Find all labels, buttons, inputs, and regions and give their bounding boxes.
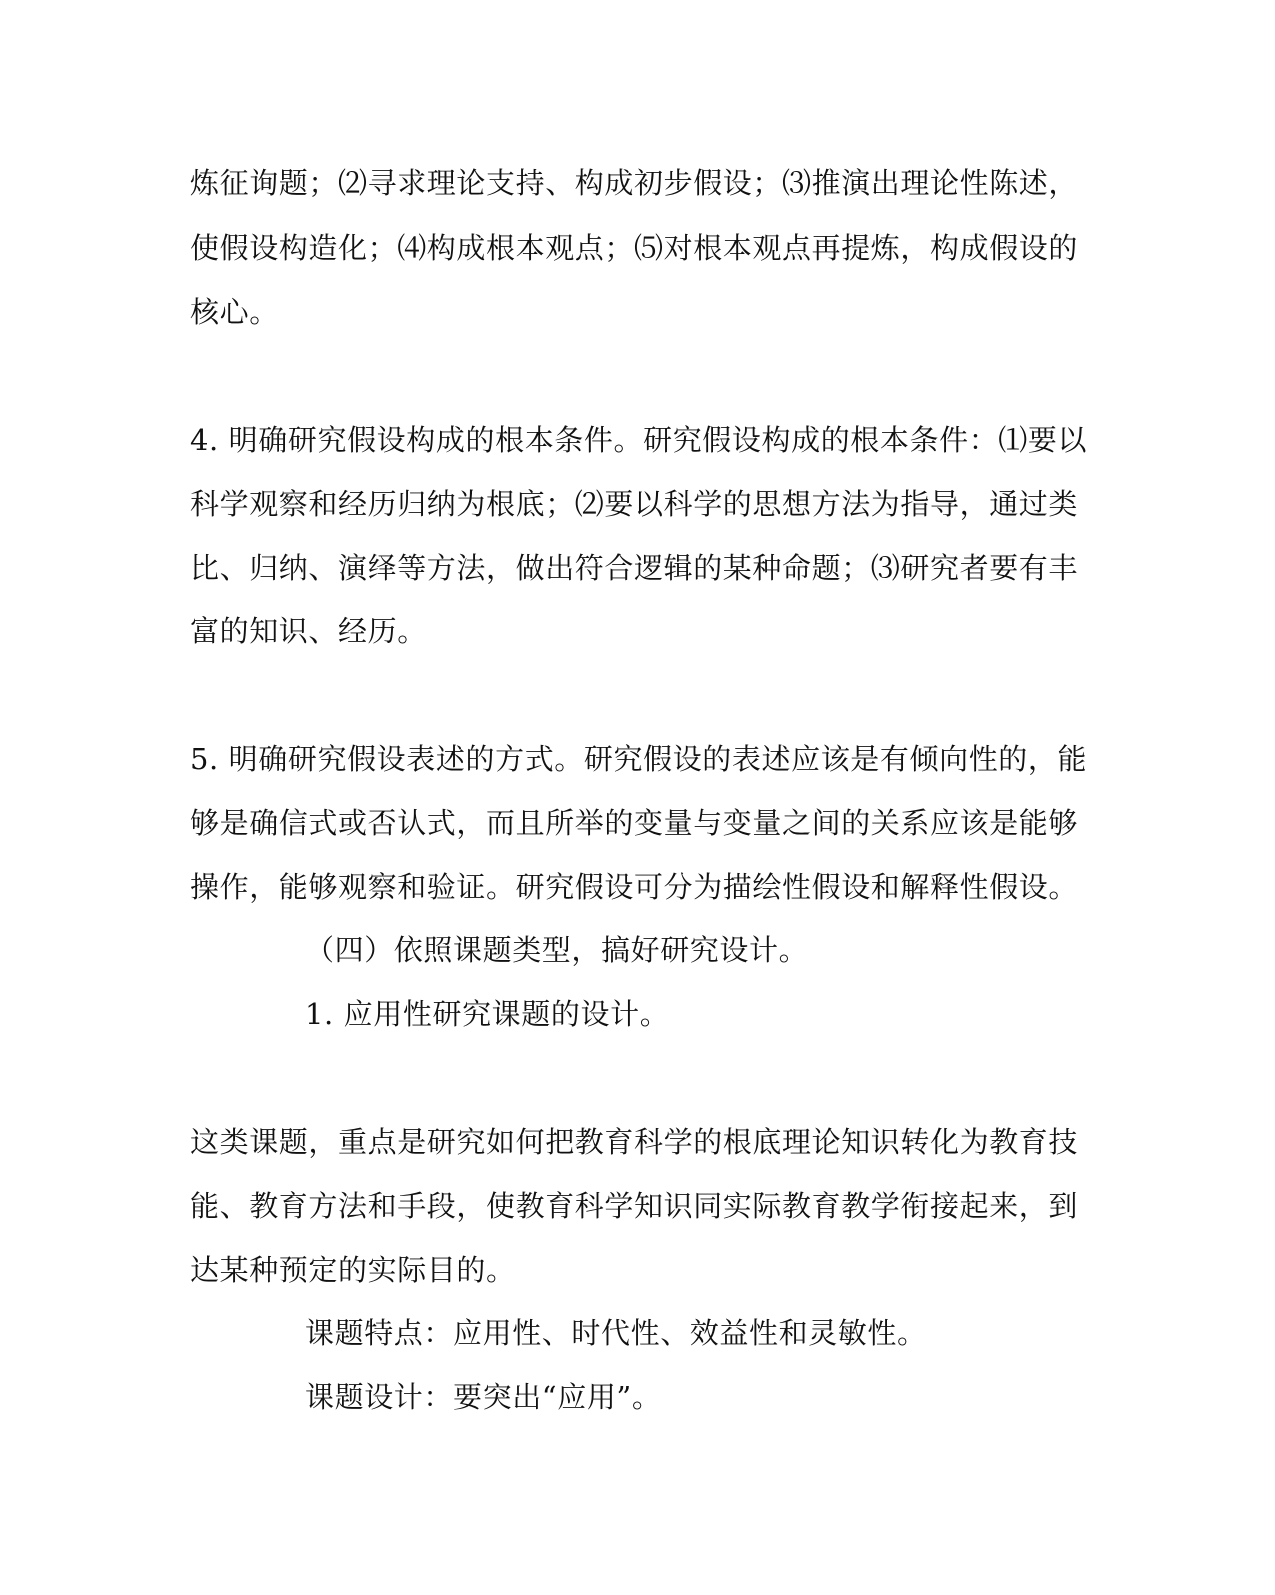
paragraph-3-line-2: 够是确信式或否认式，而且所举的变量与变量之间的关系应该是能够 bbox=[190, 806, 1079, 840]
paragraph-4-line-3: 达某种预定的实际目的。 bbox=[190, 1253, 516, 1287]
paragraph-1-line-3: 核心。 bbox=[190, 295, 279, 329]
paragraph-2-line-1: 4. 明确研究假设构成的根本条件。研究假设构成的根本条件：⑴要以 bbox=[190, 423, 1088, 457]
paragraph-2-line-4: 富的知识、经历。 bbox=[190, 614, 427, 648]
section-heading: （四）依照课题类型，搞好研究设计。 bbox=[305, 933, 809, 967]
paragraph-4-line-2: 能、教育方法和手段，使教育科学知识同实际教育教学衔接起来，到 bbox=[190, 1189, 1079, 1223]
paragraph-1-line-1: 炼征询题；⑵寻求理论支持、构成初步假设；⑶推演出理论性陈述， bbox=[190, 166, 1079, 200]
paragraph-3-line-1: 5. 明确研究假设表述的方式。研究假设的表述应该是有倾向性的，能 bbox=[190, 742, 1088, 776]
subsection-heading: 1. 应用性研究课题的设计。 bbox=[305, 997, 670, 1031]
paragraph-4-line-1: 这类课题，重点是研究如何把教育科学的根底理论知识转化为教育技 bbox=[190, 1125, 1079, 1159]
paragraph-3-line-3: 操作，能够观察和验证。研究假设可分为描绘性假设和解释性假设。 bbox=[190, 870, 1079, 904]
paragraph-1-line-2: 使假设构造化；⑷构成根本观点；⑸对根本观点再提炼，构成假设的 bbox=[190, 231, 1079, 265]
feature-line: 课题特点：应用性、时代性、效益性和灵敏性。 bbox=[305, 1316, 927, 1350]
paragraph-2-line-3: 比、归纳、演绎等方法，做出符合逻辑的某种命题；⑶研究者要有丰 bbox=[190, 551, 1079, 585]
design-line: 课题设计：要突出“应用”。 bbox=[305, 1380, 662, 1414]
paragraph-2-line-2: 科学观察和经历归纳为根底；⑵要以科学的思想方法为指导，通过类 bbox=[190, 487, 1079, 521]
